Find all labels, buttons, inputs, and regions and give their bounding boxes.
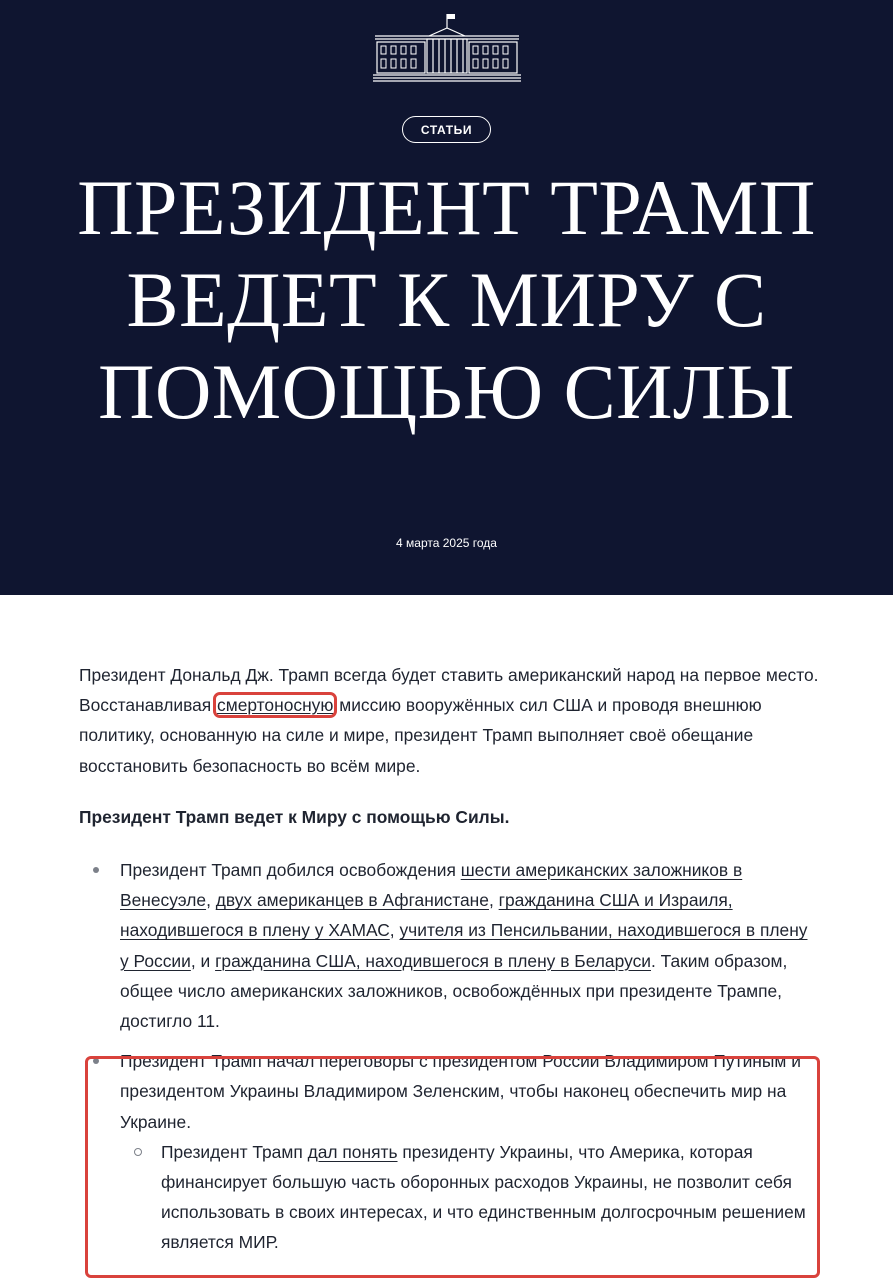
article-header xyxy=(0,0,893,595)
list-item-text: , xyxy=(206,890,216,911)
list-item xyxy=(79,1046,819,1257)
publish-date: 4 марта 2025 года xyxy=(396,536,497,550)
link-afghanistan[interactable]: двух американцев в Афганистане xyxy=(215,890,489,911)
link-made-clear[interactable]: дал понять xyxy=(307,1141,398,1162)
link-venezuela-hostages[interactable]: шести американских заложников в Венесуэле xyxy=(120,860,743,911)
white-house-icon[interactable] xyxy=(373,12,521,84)
lead-paragraph xyxy=(79,660,819,781)
article-title: ПРЕЗИДЕНТ ТРАМП ВЕДЕТ К МИРУ С ПОМОЩЬЮ СИЛЫ xyxy=(77,164,816,435)
list-item-text: , xyxy=(389,920,400,941)
list-item-text: , xyxy=(488,890,499,911)
list-item-text: . Таким образом, общее число американских заложников, освобождённых при президенте Трампе, достигло 11. xyxy=(120,950,788,1032)
lead-text: Президент Дональд Дж. Трамп всегда будет ставить американский народ на первое место. Восстанавливая xyxy=(79,665,819,716)
list-item-text: Президент Трамп начал переговоры с президентом России Владимиром Путиным и президентом Украины Владимиром Зеленским, чтобы наконец обеспечить мир на Украине. xyxy=(120,1051,801,1132)
section-subheading: Президент Трамп ведет к Миру с помощью Силы. xyxy=(79,806,510,827)
link-pennsylvania-teacher[interactable]: учителя из Пенсильвании, находившегося в плену у России xyxy=(120,920,808,971)
list-item xyxy=(79,855,819,1036)
category-tag[interactable]: СТАТЬИ xyxy=(402,116,491,143)
list-item-text: , и xyxy=(190,950,216,971)
nested-item-text: президенту Украины, что Америка, которая финансирует большую часть оборонных расходов Украины, не позволит себя использовать в своих интересах, и что единственным долгосрочным решением является МИР. xyxy=(161,1141,806,1253)
nested-list xyxy=(120,1137,819,1258)
article-body xyxy=(79,660,819,1258)
link-belarus-captive[interactable]: гражданина США, находившегося в плену в Беларуси xyxy=(215,950,651,971)
highlighted-word: смертоносную xyxy=(217,695,334,716)
nested-list-item xyxy=(120,1137,819,1258)
link-hamas-captive[interactable]: гражданина США и Израиля, находившегося в плену у ХАМАС xyxy=(120,890,733,941)
nested-item-text: Президент Трамп xyxy=(161,1141,308,1162)
list-item-text: Президент Трамп добился освобождения xyxy=(120,860,461,881)
bullet-list xyxy=(79,855,819,1258)
lead-text-continued: миссию вооружённых сил США и проводя внешнюю политику, основанную на силе и мире, президент Трамп выполняет своё обещание восстановить безопасность во всём мире. xyxy=(79,695,762,776)
